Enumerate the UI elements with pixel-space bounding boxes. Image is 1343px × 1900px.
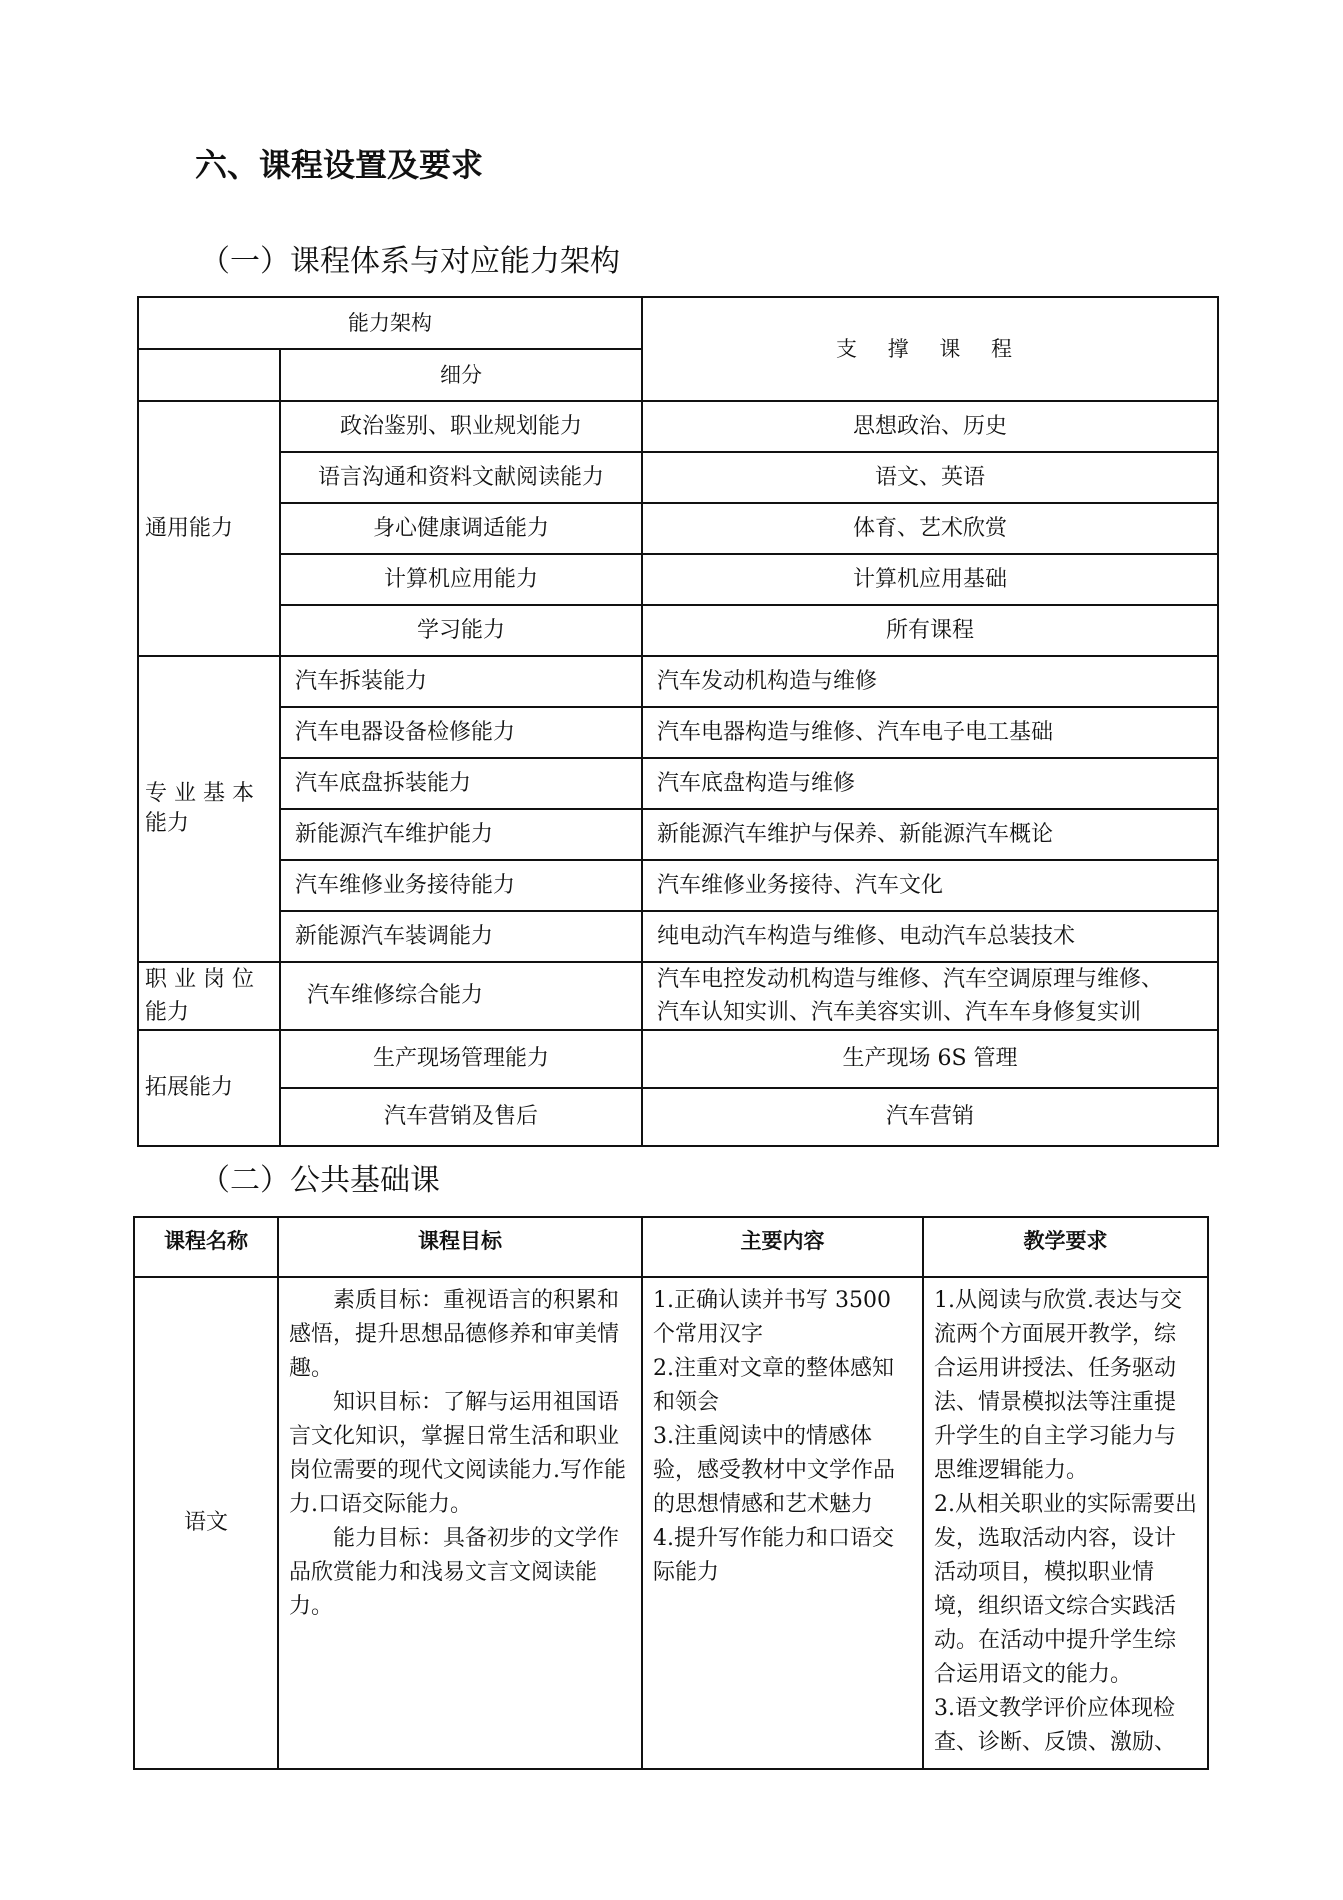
support-course-line: 汽车认知实训、汽车美容实训、汽车车身修复实训	[657, 1000, 1142, 1025]
ability-detail: 政治鉴别、职业规划能力	[280, 401, 642, 452]
section2-title: （二）公共基础课	[200, 1163, 440, 1198]
ability-detail: 语言沟通和资料文献阅读能力	[280, 452, 642, 503]
ability-detail: 学习能力	[280, 605, 642, 656]
ability-detail: 汽车营销及售后	[280, 1088, 642, 1146]
content-item: 4.提升写作能力和口语交际能力	[653, 1526, 894, 1585]
ability-detail: 汽车维修业务接待能力	[280, 860, 642, 911]
group-name: 拓展能力	[138, 1030, 280, 1146]
group-name-line: 能力	[145, 811, 190, 836]
requirement-item: 2.从相关职业的实际需要出发，选取活动内容，设计活动项目，模拟职业情境，组织语文综合实践活动。在活动中提升学生综合运用语文的能力。	[934, 1492, 1197, 1687]
col-header-requirements: 教学要求	[923, 1217, 1208, 1277]
requirement-item: 1.从阅读与欣赏.表达与交流两个方面展开教学，综合运用讲授法、任务驱动法、情景模拟法等注重提升学生的自主学习能力与思维逻辑能力。	[934, 1288, 1182, 1483]
content-item: 1.正确认读并书写 3500 个常用汉字	[653, 1288, 891, 1347]
col-header-content: 主要内容	[642, 1217, 923, 1277]
col-header-goals: 课程目标	[278, 1217, 642, 1277]
support-course: 思想政治、历史	[642, 401, 1218, 452]
support-course: 汽车发动机构造与维修	[642, 656, 1218, 707]
course-content	[642, 1277, 923, 1769]
col-header-course-name: 课程名称	[134, 1217, 278, 1277]
public-course-table	[133, 1216, 1209, 1770]
course-requirements	[923, 1277, 1208, 1769]
support-course: 新能源汽车维护与保养、新能源汽车概论	[642, 809, 1218, 860]
support-course: 所有课程	[642, 605, 1218, 656]
group-name-line: 专 业 基 本	[145, 781, 254, 806]
group-name-line: 职 业 岗 位	[145, 967, 254, 992]
goal-paragraph: 能力目标：具备初步的文学作品欣赏能力和浅易文言文阅读能力。	[289, 1526, 620, 1619]
page-heading: 六、课程设置及要求	[195, 146, 484, 184]
requirement-item: 3.语文教学评价应体现检查、诊断、反馈、激励、	[934, 1696, 1177, 1755]
group-name	[138, 656, 280, 962]
support-course: 汽车底盘构造与维修	[642, 758, 1218, 809]
content-item: 2.注重对文章的整体感知和领会	[653, 1356, 894, 1415]
support-course: 汽车维修业务接待、汽车文化	[642, 860, 1218, 911]
support-course: 体育、艺术欣赏	[642, 503, 1218, 554]
support-course: 语文、英语	[642, 452, 1218, 503]
support-course-line: 汽车电控发动机构造与维修、汽车空调原理与维修、	[657, 967, 1164, 992]
section1-title: （一）课程体系与对应能力架构	[200, 244, 620, 279]
ability-detail: 汽车电器设备检修能力	[280, 707, 642, 758]
support-course: 汽车电器构造与维修、汽车电子电工基础	[642, 707, 1218, 758]
group-name	[138, 962, 280, 1030]
ability-detail: 新能源汽车维护能力	[280, 809, 642, 860]
support-course: 计算机应用基础	[642, 554, 1218, 605]
ability-framework-table	[137, 296, 1219, 1147]
content-item: 3.注重阅读中的情感体验，感受教材中文学作品的思想情感和艺术魅力	[653, 1424, 896, 1517]
course-goals	[278, 1277, 642, 1769]
support-course: 汽车营销	[642, 1088, 1218, 1146]
ability-detail: 生产现场管理能力	[280, 1030, 642, 1088]
ability-detail: 汽车底盘拆装能力	[280, 758, 642, 809]
course-name: 语文	[134, 1277, 278, 1769]
group-name: 通用能力	[138, 401, 280, 656]
ability-detail: 身心健康调适能力	[280, 503, 642, 554]
header-courses: 支 撑 课 程	[642, 297, 1218, 401]
goal-paragraph: 素质目标：重视语言的积累和感悟，提升思想品德修养和审美情趣。	[289, 1288, 620, 1381]
ability-detail: 计算机应用能力	[280, 554, 642, 605]
support-course	[642, 962, 1218, 1030]
goal-paragraph: 知识目标：了解与运用祖国语言文化知识，掌握日常生活和职业岗位需要的现代文阅读能力.写作能力.口语交际能力。	[289, 1390, 626, 1517]
header-detail: 细分	[280, 349, 642, 401]
group-name-line: 能力	[145, 1000, 190, 1025]
ability-detail: 汽车拆装能力	[280, 656, 642, 707]
ability-detail: 汽车维修综合能力	[280, 962, 642, 1030]
ability-detail: 新能源汽车装调能力	[280, 911, 642, 962]
support-course: 生产现场 6S 管理	[642, 1030, 1218, 1088]
support-course: 纯电动汽车构造与维修、电动汽车总装技术	[642, 911, 1218, 962]
header-ability: 能力架构	[138, 297, 642, 349]
